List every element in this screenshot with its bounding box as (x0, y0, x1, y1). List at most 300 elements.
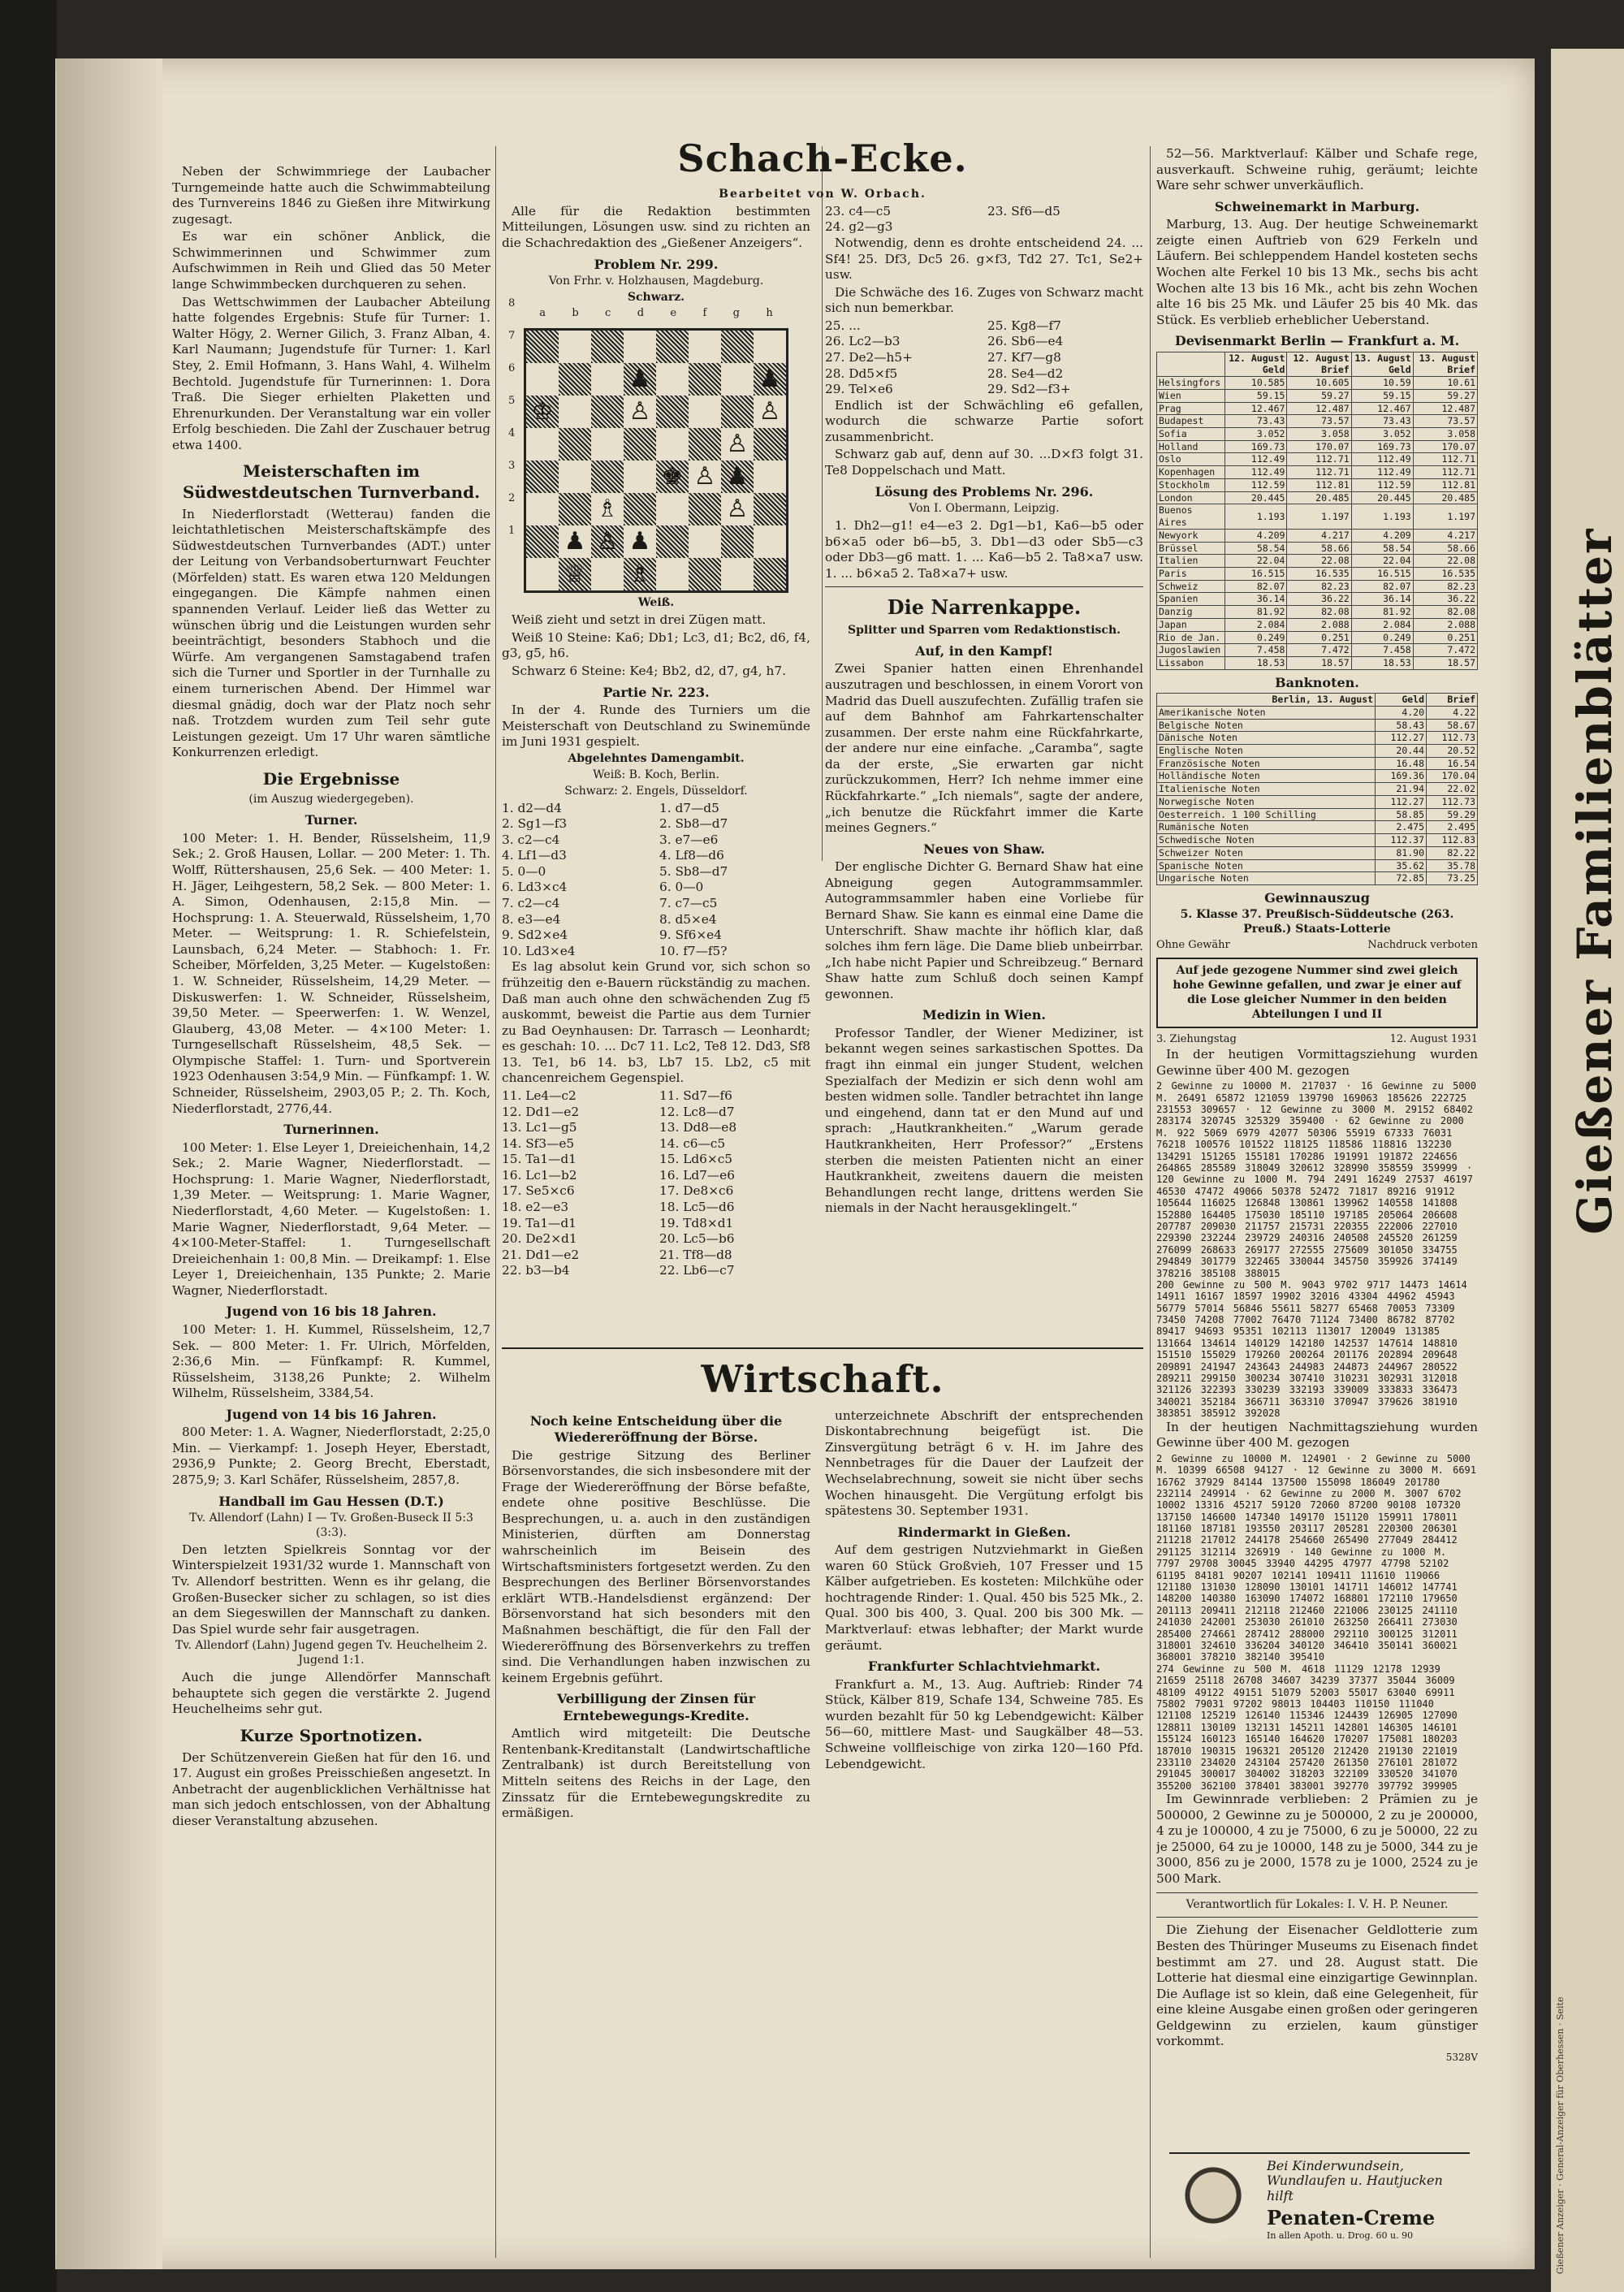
chess-move: 4. Lf8—d6 (659, 848, 724, 863)
table-cell: 1.193 (1225, 504, 1287, 529)
table-cell: London (1157, 491, 1225, 504)
table-row (1157, 606, 1478, 619)
table-row (1157, 504, 1478, 529)
table-cell: 4.209 (1225, 529, 1287, 542)
ad-small-print: In allen Apoth. u. Drog. 60 u. 90 (1267, 2230, 1414, 2241)
board-square (754, 428, 786, 461)
table-cell: 112.71 (1287, 466, 1351, 479)
table-cell: 10.61 (1413, 377, 1477, 390)
table-cell: 16.515 (1225, 567, 1287, 580)
paragraph: unterzeichnete Abschrift der entsprechenden Diskontabrechnung beigefügt ist. Die Zinsvergütung beträgt 6 v. H. im Jahre des Nennbetrages für die Dauer der Laufzeit der Wechselabrechnung, soweit sie nicht über sechs Wochen hinausgeht. Die Vergütung erfolgt bis spätestens 30. September 1931. (825, 1408, 1143, 1519)
board-square (624, 525, 656, 558)
table-cell: 82.07 (1351, 580, 1413, 593)
table-cell: Amerikanische Noten (1157, 706, 1376, 719)
board-square (656, 461, 689, 493)
no-guarantee: Ohne Gewähr (1156, 939, 1230, 952)
column-header (1157, 352, 1225, 376)
problem-title: Problem Nr. 299. (594, 256, 719, 272)
table-row (1157, 706, 1478, 719)
chess-piece: ♕ (564, 560, 586, 589)
file-label: b (572, 306, 579, 319)
table-row (1157, 846, 1478, 859)
board-square (721, 525, 754, 558)
board-square (591, 331, 624, 363)
wirtschaft-heading: Noch keine Entscheidung über die Wiedereröffnung der Börse. (529, 1412, 783, 1446)
problem-author: Von Frhr. v. Holzhausen, Magdeburg. (548, 274, 764, 288)
draw-day (1156, 1033, 1478, 1047)
table-row (1157, 542, 1478, 555)
chess-move: 16. Ld7—e6 (659, 1167, 735, 1183)
chess-move: 5. 0—0 (502, 863, 546, 879)
board-square (754, 363, 786, 396)
chess-move: 19. Td8×d1 (659, 1215, 734, 1230)
table-cell: 73.43 (1351, 415, 1413, 428)
masthead-vertical: Gießener Familienblätter (1567, 527, 1622, 1235)
table-row (1157, 719, 1478, 732)
table-cell: 0.251 (1287, 631, 1351, 644)
chess-move: 18. Lc5—d6 (659, 1200, 735, 1215)
table-cell: 112.27 (1376, 732, 1427, 745)
board-square (591, 363, 624, 396)
narren-title: Die Narrenkappe. (887, 595, 1082, 620)
board-square (754, 331, 786, 363)
chess-move: 2. Sg1—f3 (502, 816, 568, 832)
table-cell: 73.57 (1413, 415, 1477, 428)
table-cell: 4.20 (1376, 706, 1427, 719)
board-square (559, 461, 591, 493)
table-cell: Schweizer Noten (1157, 846, 1376, 859)
table-row (1157, 453, 1478, 466)
board-square (689, 525, 721, 558)
chess-move: 1. d2—d4 (502, 800, 562, 815)
table-cell: Französische Noten (1157, 757, 1376, 770)
child-face-illustration (1173, 2159, 1254, 2240)
board-square (526, 493, 559, 525)
column-header: 13. August Brief (1413, 352, 1477, 376)
board-square (559, 525, 591, 558)
divider (1156, 1917, 1478, 1918)
board-square (721, 558, 754, 590)
chess-move: 28. Se4—d2 (987, 365, 1064, 381)
paragraph: Im Gewinnrade verblieben: 2 Prämien zu je 500000, 2 Gewinne zu je 500000, 2 zu je 200000, 4 zu je 100000, 4 zu je 75000, 6 zu je 50000, 22 zu je 25000, 64 zu je 10000, 148 zu je 5000, 344 zu je 3000, 856 zu je 2000, 1578 zu je 1000, 2524 zu je 500 Mark. (1156, 1792, 1478, 1886)
table-cell: Newyork (1157, 529, 1225, 542)
chess-move: 20. De2×d1 (502, 1231, 577, 1247)
table-cell: 1.197 (1413, 504, 1477, 529)
table-cell: 170.04 (1427, 770, 1478, 783)
table-row (1157, 859, 1478, 872)
chess-move: 13. Dd8—e8 (659, 1120, 737, 1135)
chess-move: 9. Sf6×e4 (659, 928, 722, 943)
board-square (526, 363, 559, 396)
board-square (754, 493, 786, 525)
table-cell: 59.15 (1225, 389, 1287, 402)
table-cell: 82.07 (1225, 580, 1287, 593)
heading-turnerinnen: Turnerinnen. (283, 1122, 379, 1138)
narren-sub: Splitter und Sparren vom Redaktionstisch. (847, 624, 1121, 638)
table-cell: 1.197 (1287, 504, 1351, 529)
table-cell: 18.53 (1225, 656, 1287, 669)
paragraph: 52—56. Marktverlauf: Kälber und Schafe rege, ausverkauft. Schweine ruhig, geräumt; leichte Ware sehr schwer unverkäuflich. (1156, 146, 1478, 193)
table-cell: 20.52 (1427, 745, 1478, 758)
chess-move: 6. 0—0 (659, 880, 704, 895)
table-cell: 2.475 (1376, 821, 1427, 834)
table-cell: Holländische Noten (1157, 770, 1376, 783)
board-square (559, 493, 591, 525)
chess-move: 20. Lc5—b6 (659, 1231, 735, 1247)
table-header (1157, 694, 1478, 707)
chess-piece: ♙ (758, 397, 781, 426)
board-square (689, 331, 721, 363)
table-cell: 7.458 (1225, 644, 1287, 657)
draw-date: 12. August 1931 (1389, 1033, 1478, 1046)
table-cell: Danzig (1157, 606, 1225, 619)
chess-move: 6. Ld3×c4 (502, 880, 568, 895)
paragraph: Zwei Spanier hatten einen Ehrenhandel auszutragen und beschlossen, in einem Vorort von Madrid das Duell auszufechten. Zufällig trafen sie auf dem Bahnhof am Fahrkartenschalter zusammen. Der erste nahm eine Rückfahrkarte, der andere nur eine einfache. „Caramba“, sagte da der erste, „Sie erwarten gar nicht zurückzukommen, Herr? Ich nehme immer eine Rückfahrkarte.“ „Ich niemals“, sagte der andere, „ich benutze die Rückfahrt immer die Karte meines Gegners.“ (825, 661, 1143, 836)
chess-move: 21. Dd1—e2 (502, 1247, 580, 1262)
table-cell: Spanien (1157, 593, 1225, 606)
white-label: Weiß. (637, 596, 675, 610)
divider (825, 586, 1143, 587)
board-square (591, 461, 624, 493)
board-square (559, 428, 591, 461)
paragraph: In Niederflorstadt (Wetterau) fanden die leichtathletischen Meisterschaftskämpfe des Südwestdeutschen Turnverbandes (ADT.) unter der Leitung von Verbandsoberturnwart Feuchter (Mörfelden) statt. Es waren etwa 120 Meldungen eingegangen. Die Kämpfe nahmen einen spannenden Verlauf. Leider ließ das Wetter zu wünschen übrig und die Leistungen wurden sehr beeinträchtigt, besonders Stabhoch und die Würfe. Am vergangenen Samstagabend trafen sich die Turner und Sportler in der Turnhalle zu einem turnerischen Abend. Der Himmel war diesmal gnädig, doch war der Platz noch sehr naß. Trotzdem wurden zum Teil sehr gute Leistungen gezeigt. Um 17 Uhr waren sämtliche Konkurrenzen erledigt. (172, 506, 490, 760)
heading-turner: Turner. (304, 812, 358, 828)
table-cell: 82.23 (1287, 580, 1351, 593)
table-cell: 36.14 (1351, 593, 1413, 606)
paragraph: Schwarz gab auf, denn auf 30. ...D×f3 folgt 31. Te8 Doppelschach und Matt. (825, 447, 1143, 478)
table-cell: 112.59 (1225, 478, 1287, 491)
table-cell: Budapest (1157, 415, 1225, 428)
paragraph: Alle für die Redaktion bestimmten Mitteilungen, Lösungen usw. sind zu richten an die Schachredaktion des „Gießener Anzeigers“. (502, 203, 810, 250)
partie-white: Weiß: B. Koch, Berlin. (593, 768, 719, 781)
table-cell: 58.54 (1225, 542, 1287, 555)
table-row (1157, 834, 1478, 847)
table-cell: 73.25 (1427, 872, 1478, 885)
table-cell: 20.445 (1351, 491, 1413, 504)
chess-move: 15. Ld6×c5 (659, 1152, 732, 1167)
paragraph: 800 Meter: 1. A. Wagner, Niederflorstadt, 2:25,0 Min. — Vierkampf: 1. Joseph Heyer, Eberstadt, 2936,9 Punkte; 2. Georg Brecht, Eberstadt, 2875,9; 3. Karl Schäfer, Rüsselsheim, 2857,8. (172, 1425, 490, 1488)
file-label: d (637, 306, 645, 319)
table-cell: 12.487 (1287, 402, 1351, 415)
table-row (1157, 631, 1478, 644)
partie-title: Partie Nr. 223. (603, 684, 710, 700)
table-row (1157, 757, 1478, 770)
chess-move: 14. Sf3—e5 (502, 1135, 575, 1151)
heading-jugend-16-18: Jugend von 16 bis 18 Jahren. (226, 1304, 437, 1320)
board-square (526, 461, 559, 493)
move-list (502, 801, 810, 960)
wirtschaft-columns (502, 1408, 1143, 2221)
table-row (1157, 821, 1478, 834)
chess-move: 17. De8×c6 (659, 1183, 734, 1199)
table-cell: 18.53 (1351, 656, 1413, 669)
table-cell: 12.467 (1351, 402, 1413, 415)
wirtschaft-heading: Rindermarkt in Gießen. (897, 1524, 1071, 1540)
table-cell: 112.81 (1287, 478, 1351, 491)
partie-intro: In der 4. Runde des Turniers um die Meisterschaft von Deutschland zu Swinemünde im Juni 1931 gespielt. (502, 703, 810, 750)
table-cell: 7.472 (1287, 644, 1351, 657)
board-square (526, 428, 559, 461)
table-cell: 58.85 (1376, 808, 1427, 821)
board-square (559, 396, 591, 428)
table-cell: Oslo (1157, 453, 1225, 466)
table-row (1157, 491, 1478, 504)
paragraph: Frankfurt a. M., 13. Aug. Auftrieb: Rinder 74 Stück, Kälber 819, Schafe 134, Schweine 785. Es wurden bezahlt für 50 kg Lebendgewicht: Kälber 56—60, mittlere Mast- und Saugkälber 48—53. Schweine vollfleischige von zirka 120—160 Pfd. Lebendgewicht. (825, 1676, 1143, 1771)
chess-move: 8. d5×e4 (659, 911, 717, 927)
table-cell: Italienische Noten (1157, 783, 1376, 796)
adjacent-page-text: Gießener Anzeiger · General-Anzeiger für Oberhessen · Seite (1555, 1996, 1566, 2274)
board-square (689, 493, 721, 525)
chess-piece: ♗ (628, 560, 651, 589)
table-cell: 169.73 (1225, 440, 1287, 453)
table-cell: 21.94 (1376, 783, 1427, 796)
table-cell: Sofia (1157, 428, 1225, 441)
chess-piece: ♙ (693, 462, 716, 491)
lottery-notes (1156, 939, 1478, 953)
table-cell: Kopenhagen (1157, 466, 1225, 479)
responsible-editor: Verantwortlich für Lokales: I. V. H. P. Neuner. (1186, 1897, 1449, 1911)
table-cell: 112.59 (1351, 478, 1413, 491)
board-square (754, 558, 786, 590)
rank-label: 5 (508, 395, 516, 408)
table-cell: 16.48 (1376, 757, 1427, 770)
chess-piece: ♙ (596, 527, 619, 556)
chess-piece: ♗ (596, 495, 619, 524)
table-cell: 59.29 (1427, 808, 1478, 821)
move-list (825, 204, 1143, 236)
table-row (1157, 872, 1478, 885)
table-cell: 170.07 (1287, 440, 1351, 453)
table-cell: 82.22 (1427, 846, 1478, 859)
table-row (1157, 377, 1478, 390)
table-cell: 2.088 (1287, 618, 1351, 631)
heading-jugend-14-16: Jugend von 14 bis 16 Jahren. (226, 1406, 437, 1422)
rank-label: 2 (508, 492, 516, 505)
chess-move: 15. Ta1—d1 (502, 1152, 577, 1167)
table-cell: Dänische Noten (1157, 732, 1376, 745)
board-square (689, 396, 721, 428)
paragraph: 100 Meter: 1. Else Leyer 1, Dreieichenhain, 14,2 Sek.; 2. Marie Wagner, Niederflorstadt. — Hochsprung: 1. Marie Wagner, Niederflorstadt, 1,39 Meter. — Weitsprung: 1. Marie Wagner, Niederflorstadt, 4,60 Meter. — Kugelstoßen: 1. Marie Wagner, Niederflorstadt, 9,64 Meter. — 4×100-Meter-Staffel: 1. Turngesellschaft Dreieichenhain 1: 00,8 Min. — Dreikampf: 1. Else Leyer 1, Dreieichenhain, 135 Punkte; 2. Marie Wagner, Niederflorstadt. (172, 1140, 490, 1298)
board-square (591, 396, 624, 428)
ad-code: 5328V (1445, 2052, 1478, 2064)
table-cell: 170.07 (1413, 440, 1477, 453)
rank-label: 3 (508, 460, 516, 473)
divider (1156, 1892, 1478, 1893)
table-cell: 16.54 (1427, 757, 1478, 770)
file-label: g (732, 306, 740, 319)
board-square (689, 428, 721, 461)
table-row (1157, 478, 1478, 491)
wirtschaft-heading: Frankfurter Schlachtviehmarkt. (867, 1658, 1101, 1675)
banknoten-table (1156, 693, 1478, 885)
heading-devisen: Devisenmarkt Berlin — Frankfurt a. M. (1174, 333, 1460, 349)
board-square (559, 331, 591, 363)
board-square (526, 525, 559, 558)
table-row (1157, 732, 1478, 745)
chess-board (524, 328, 788, 593)
draw-day-label: 3. Ziehungstag (1156, 1033, 1237, 1046)
penaten-ad (1169, 2152, 1470, 2243)
board-square (754, 396, 786, 428)
paragraph: In der heutigen Vormittagsziehung wurden Gewinne über 400 M. gezogen (1156, 1047, 1478, 1078)
table-cell: 81.92 (1351, 606, 1413, 619)
file-label: f (702, 306, 707, 319)
table-cell: 36.14 (1225, 593, 1287, 606)
table-cell: Stockholm (1157, 478, 1225, 491)
black-label: Schwarz. (627, 290, 685, 304)
table-cell: Norwegische Noten (1157, 795, 1376, 808)
file-label: e (670, 306, 677, 319)
table-cell: 12.467 (1225, 402, 1287, 415)
paragraph: Marburg, 13. Aug. Der heutige Schweinemarkt zeigte einen Auftrieb von 629 Ferkeln und Läufern. Bei schleppendem Handel kosteten sechs Wochen alte Ferkel 10 bis 13 Mk., sechs bis acht Wochen alte 13 bis 16 Mk., acht bis zehn Wochen alte 16 bis 25 Mk. und Läufer 25 bis 40 Mk. das Stück. Es verblieb erheblicher Ueberstand. (1156, 217, 1478, 327)
chess-move: 28. Dd5×f5 (825, 365, 898, 381)
middle-section (502, 130, 1143, 2266)
chess-move: 3. c2—c4 (502, 832, 560, 847)
table-cell: 112.81 (1413, 478, 1477, 491)
table-row (1157, 745, 1478, 758)
board-square (656, 493, 689, 525)
table-cell: Helsingfors (1157, 377, 1225, 390)
table-row (1157, 555, 1478, 568)
board-square (591, 428, 624, 461)
chess-move: 2. Sb8—d7 (659, 816, 728, 832)
table-cell: Buenos Aires (1157, 504, 1225, 529)
black-pieces: Schwarz 6 Steine: Ke4; Bb2, d2, d7, g4, h7. (512, 664, 786, 679)
table-cell: 82.08 (1413, 606, 1477, 619)
table-cell: 35.78 (1427, 859, 1478, 872)
table-cell: 112.49 (1225, 466, 1287, 479)
table-cell: Holland (1157, 440, 1225, 453)
table-cell: 59.27 (1287, 389, 1351, 402)
wirtschaft-heading: Verbilligung der Zinsen für Erntebewegungs-Kredite. (556, 1691, 756, 1723)
chess-piece: ♙ (628, 397, 651, 426)
table-cell: 20.485 (1287, 491, 1351, 504)
board-square (721, 363, 754, 396)
chess-move: 4. Lf1—d3 (502, 848, 567, 863)
table-cell: Lissabon (1157, 656, 1225, 669)
chess-move: 13. Lc1—g5 (502, 1120, 577, 1135)
heading-sportnotizen: Kurze Sportnotizen. (240, 1725, 423, 1745)
table-cell: 59.27 (1413, 389, 1477, 402)
sport-column (172, 164, 490, 2260)
board-square (721, 428, 754, 461)
column-header: Berlin, 13. August (1157, 694, 1376, 707)
table-cell: 3.058 (1287, 428, 1351, 441)
wirtschaft-left (502, 1408, 810, 1823)
table-cell: Paris (1157, 567, 1225, 580)
problem-task: Weiß zieht und setzt in drei Zügen matt. (512, 612, 767, 628)
board-square (721, 331, 754, 363)
chess-move: 9. Sd2×e4 (502, 928, 568, 943)
paragraph: Die Schwäche des 16. Zuges von Schwarz macht sich nun bemerkbar. (825, 284, 1143, 316)
column-header: 13. August Geld (1351, 352, 1413, 376)
table-cell: 22.08 (1287, 555, 1351, 568)
table-cell: Oesterreich. 1 100 Schilling (1157, 808, 1376, 821)
table-cell: 16.535 (1287, 567, 1351, 580)
paragraph: Professor Tandler, der Wiener Mediziner, ist bekannt wegen seines sarkastischen Spottes. Da fragt ihn einmal ein junger Student, welchen Spezialfach der Medizin er sich denn wohl am besten widmen solle. Tandler betrachtet ihn lange und eingehend, dann tat er den Mund auf und sprach: „Hautkrankheiten.“ „Warum gerade Hautkrankheiten, Herr Professor?“ „Erstens sterben die meisten Patienten nicht an einer Hautkrankheit, zweitens dauern die meisten Behandlungen recht lange, drittens werden Sie niemals in der Nacht herausgeklingelt.“ (825, 1025, 1143, 1216)
paragraph: Neben der Schwimmriege der Laubacher Turngemeinde hatte auch die Schwimmabteilung des Turnvereins 1846 zu Gießen ihre Mitwirkung zugesagt. (172, 164, 490, 227)
table-row (1157, 415, 1478, 428)
chess-move: 3. e7—e6 (659, 832, 719, 847)
subheading: Tv. Allendorf (Lahn) Jugend gegen Tv. Heuchelheim 2. Jugend 1:1. (175, 1639, 488, 1667)
table-cell: 20.445 (1225, 491, 1287, 504)
table-cell: Italien (1157, 555, 1225, 568)
board-square (624, 363, 656, 396)
heading-banknoten: Banknoten. (1275, 674, 1359, 690)
paragraph: 100 Meter: 1. H. Kummel, Rüsselsheim, 12,7 Sek. — 800 Meter: 1. Fr. Ulrich, Mörfelden, 2:36,6 Min. — Fünfkampf: R. Kummel, Rüsselsheim, 3138,26 Punkte; 2. Wilhelm Wilhelm, Rüsselsheim, 3384,54. (172, 1321, 490, 1401)
table-cell: 112.49 (1225, 453, 1287, 466)
column-header: Brief (1427, 694, 1478, 707)
board-square (624, 331, 656, 363)
table-cell: 10.59 (1351, 377, 1413, 390)
chess-move: 18. e2—e3 (502, 1200, 569, 1215)
narren-heading: Medizin in Wien. (922, 1007, 1046, 1023)
table-cell: 81.92 (1225, 606, 1287, 619)
table-cell: 112.49 (1351, 466, 1413, 479)
rank-label: 6 (508, 362, 516, 375)
paragraph: Die gestrige Sitzung des Berliner Börsenvorstandes, die sich insbesondere mit der Frage der Wiedereröffnung der Börse befaßte, endete ohne positive Beschlüsse. Die Besprechungen, u. a. auch in den zuständigen Ministerien, dürften am Donnerstag wahrscheinlich im Beisein des Wirtschaftsministers fortgesetzt werden. Zu den Besprechungen des Berliner Börsenvorstandes erklärt WTB.-Handelsdienst ergänzend: Der Börsenvorstand hat sich besonders mit den Maßnahmen beschäftigt, die für den Fall der Wiedereröffnung des Börsenverkehrs zu treffen sind. Die Verhandlungen haben inzwischen zu keinem Ergebnis geführt. (502, 1447, 810, 1685)
table-cell: 7.472 (1413, 644, 1477, 657)
ad-brand: Penaten-Creme (1267, 2206, 1436, 2229)
board-square (624, 558, 656, 590)
table-row (1157, 580, 1478, 593)
board-square (656, 363, 689, 396)
table-cell: 112.71 (1287, 453, 1351, 466)
divider (502, 1347, 1143, 1349)
paragraph: Endlich ist der Schwächling e6 gefallen, wodurch die schwarze Partie sofort zusammenbricht. (825, 397, 1143, 444)
table-cell: 2.084 (1351, 618, 1413, 631)
table-cell: 10.605 (1287, 377, 1351, 390)
paragraph: Die Ziehung der Eisenacher Geldlotterie zum Besten des Thüringer Museums zu Eisenach findet bestimmt am 27. und 28. August statt. Die Lotterie hat diesmal eine einzigartige Gewinnplan. Die Auflage ist so klein, daß eine Gelegenheit, für eine kleine Ausgabe einen großen oder geringeren Geldgewinn zu erzielen, kaum günstiger vorkommt. (1156, 1922, 1478, 2049)
chess-piece: ♟ (758, 365, 781, 394)
chess-move: 12. Dd1—e2 (502, 1104, 580, 1119)
table-cell: Jugoslawien (1157, 644, 1225, 657)
solution-author: Von I. Obermann, Leipzig. (909, 502, 1060, 516)
table-cell: Schweiz (1157, 580, 1225, 593)
chess-move: 27. Kf7—g8 (987, 349, 1061, 365)
table-row (1157, 593, 1478, 606)
partie-opening: Abgelehntes Damengambit. (568, 751, 745, 765)
chess-move: 10. Ld3×e4 (502, 943, 576, 958)
wirtschaft-right (825, 1408, 1143, 1775)
winning-numbers: 2 Gewinne zu 10000 M. 124901 · 2 Gewinne zu 5000 M. 10399 66508 94127 · 12 Gewinne zu 3000 M. 6691 16762 37929 84144 137500 155098 186049 201780 232114 249914 · 62 Gewinne zu 2000 M. 3007 6702 10002 13316 45217 59120 72060 87200 90108 107320 137150 146600 147340 149170 151120 159911 178011 181160 187181 193550 203117 205281 220300 206301 211218 217012 244178 254660 265490 277049 284412 291125 312114 326919 · 140 Gewinne zu 1000 M. 7797 29708 30045 33940 44295 47977 47798 52102 61195 84181 90207 102141 109411 111610 119066 121180 131030 128090 130101 141711 146012 147741 148200 140380 163090 174072 168801 172110 179650 201113 209411 212118 212460 221006 230125 241110 241030 242001 253030 261010 263250 266411 273030 285400 274661 287412 288000 292110 300125 312011 318001 324610 336204 340120 346410 350141 360021 368001 378210 382140 395410 (1156, 1452, 1477, 1663)
table-cell: 7.458 (1351, 644, 1413, 657)
table-cell: 12.487 (1413, 402, 1477, 415)
table-cell: 4.217 (1287, 529, 1351, 542)
chess-move: 26. Lc2—b3 (825, 334, 901, 349)
chess-piece: ♙ (726, 495, 749, 524)
board-square (721, 493, 754, 525)
board-square (754, 525, 786, 558)
chess-move: 11. Le4—c2 (502, 1088, 577, 1103)
table-cell: 169.73 (1351, 440, 1413, 453)
table-cell: 4.22 (1427, 706, 1478, 719)
chess-move: 24. g2—g3 (825, 219, 893, 235)
heading-ergebnisse: Die Ergebnisse (262, 768, 400, 789)
rank-label: 8 (508, 297, 516, 310)
table-cell: Belgische Noten (1157, 719, 1376, 732)
file-label: a (539, 306, 546, 319)
chess-move: 29. Sd2—f3+ (987, 382, 1071, 397)
file-label: h (766, 306, 773, 319)
table-cell: 0.249 (1351, 631, 1413, 644)
table-cell: 112.71 (1413, 466, 1477, 479)
chess-move: 27. De2—h5+ (825, 349, 913, 365)
table-cell: 58.67 (1427, 719, 1478, 732)
chess-move: 22. Lb6—c7 (659, 1263, 735, 1278)
table-cell: Rio de Jan. (1157, 631, 1225, 644)
paragraph: In der heutigen Nachmittagsziehung wurden Gewinne über 400 M. gezogen (1156, 1419, 1478, 1451)
